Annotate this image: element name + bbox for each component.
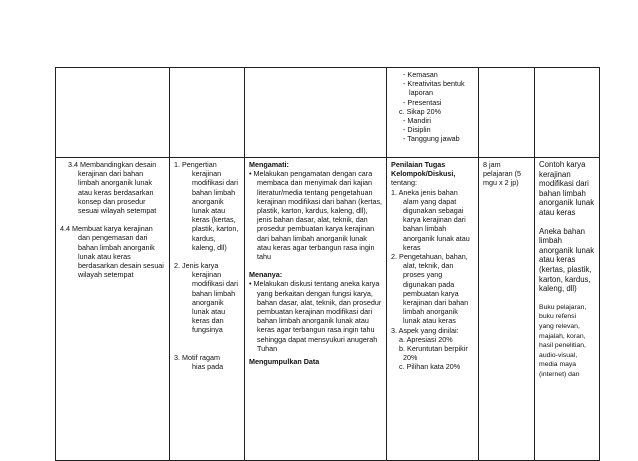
text-line: pelajaran (5	[483, 169, 522, 179]
kd-3-4	[60, 160, 165, 215]
text-line: wilayah setempat	[78, 270, 134, 280]
text-line: kerajinan modifikasi dari bahan (kertas,	[257, 196, 383, 206]
kompetensi-dasar-cell	[56, 158, 170, 461]
text-line: lunak atau keras	[403, 316, 456, 326]
text-line: kerajinan	[192, 169, 222, 179]
heading-menanya: Menanya:	[249, 270, 283, 280]
text-line: dan pengemasan dari	[78, 233, 148, 243]
text-line: 4.4 Membuat karya kerajinan	[60, 224, 153, 234]
text-line: lunak atau keras	[78, 251, 131, 261]
text-line: membaca dan menyimak dari kajian	[257, 178, 373, 188]
text-line: limbah	[539, 236, 563, 246]
text-line: limbah anorganik lunak	[78, 178, 152, 188]
text-line: karton, kardus,	[539, 274, 591, 284]
text-line: bahan limbah anorganik lunak atau	[257, 316, 369, 326]
text-line: Tuhan	[257, 343, 278, 353]
text-line: 3. Aspek yang dinilai:	[391, 325, 459, 335]
table-row	[56, 68, 600, 158]
text-line: dari bahan limbah anorganik lunak	[257, 233, 367, 243]
text-line: • Melakukan pengamatan dengan cara	[249, 169, 373, 179]
sumber-cell-empty	[535, 68, 600, 158]
materi-pokok-cell	[170, 158, 245, 461]
text-line: b. Keruntutan berpikir	[399, 344, 468, 354]
text-line: a. Apresiasi 20%	[399, 334, 453, 344]
text-line: Buku pelajaran,	[539, 303, 587, 311]
sumber-item-1	[539, 160, 595, 218]
text-line: • Melakukan diskusi tentang aneka karya	[249, 279, 380, 289]
text-line: - Kemasan	[403, 70, 438, 79]
text-line: - Disiplin	[403, 125, 431, 135]
text-line: bahan limbah	[539, 188, 586, 198]
text-line: bahan limbah	[192, 288, 236, 298]
text-line: anorganik lunak atau	[403, 233, 470, 243]
text-line: yang berkaitan dengan fungsi karya,	[257, 288, 373, 298]
penilaian-list	[391, 70, 474, 144]
syllabus-table	[55, 67, 600, 461]
text-line: tahu	[257, 252, 271, 262]
text-line: anorganik lunak	[539, 245, 595, 255]
text-line: kerajinan dari bahan	[78, 169, 144, 179]
text-line: keras dan	[192, 316, 224, 326]
text-line: literatur/media tentang pengetahuan	[257, 187, 373, 197]
sumber-belajar-cell	[535, 158, 600, 461]
text-line: Contoh karya	[539, 160, 586, 169]
text-line: 3.4 Membandingkan desain	[68, 160, 157, 169]
text-line: lunak atau	[192, 307, 226, 317]
text-line: yang relevan,	[539, 322, 580, 330]
text-line: audio-visual,	[539, 351, 578, 359]
alokasi-waktu-cell	[479, 158, 535, 461]
alokasi-waktu-text	[483, 160, 530, 188]
text-line: atau keras berdasarkan	[78, 187, 154, 197]
text-line: (internet) dan	[539, 370, 580, 378]
text-line: (kertas, plastik,	[539, 264, 592, 274]
penilaian-heading	[391, 160, 474, 178]
text-line: media maya	[539, 361, 577, 369]
text-line: konsep dan prosedur	[78, 196, 146, 206]
text-line: limbah anorganik	[403, 307, 458, 317]
text-line: 2. Jenis karya	[174, 261, 219, 271]
text-line: anorganik	[192, 297, 224, 307]
text-line: lunak atau	[192, 206, 226, 216]
heading-mengamati: Mengamati:	[249, 160, 289, 169]
kegiatan-cell-empty	[245, 68, 387, 158]
text-line: 8 jam	[483, 160, 501, 169]
text-line: hasil penelitian,	[539, 342, 586, 350]
text-line: pembuatan kerajinan modifikasi dari	[257, 307, 373, 317]
text-line: c. Pilihan kata 20%	[399, 362, 461, 372]
penilaian-text	[391, 178, 474, 371]
text-line: kaleng, dll)	[539, 284, 577, 294]
text-line: proses yang	[403, 270, 443, 280]
text-line: hias pada	[192, 361, 224, 371]
text-line: alat, teknik, dan	[403, 261, 454, 271]
text-line: plastik, karton,	[192, 224, 239, 234]
materi-item-3	[174, 353, 240, 371]
penilaian-cell	[387, 158, 479, 461]
text-line: fungsinya	[192, 325, 223, 335]
text-line: modifikasi dari	[192, 279, 238, 289]
text-line: bahan limbah anorganik	[78, 242, 155, 252]
sumber-item-3	[539, 303, 595, 380]
text-line: anorganik	[192, 196, 224, 206]
text-line: c. Sikap 20%	[399, 106, 441, 116]
text-line: Penilaian Tugas	[391, 160, 446, 169]
heading-mengumpulkan-data: Mengumpulkan Data	[249, 357, 320, 367]
text-line: Kelompok/Diskusi,	[391, 169, 456, 179]
text-line: - Tanggung jawab	[403, 134, 460, 144]
text-line: prosedur pembuatan karya kerajinan	[257, 224, 375, 234]
text-line: keras	[403, 242, 421, 252]
text-line: berdasarkan desain sesuai	[78, 261, 164, 271]
text-line: kerajinan dari bahan	[403, 298, 469, 308]
text-line: keras (kertas,	[192, 215, 236, 225]
text-line: bahan dasar, alat, teknik, dan prosedur	[257, 297, 382, 307]
text-line: 2. Pengetahuan, bahan,	[391, 252, 468, 262]
materi-item-2	[174, 261, 240, 335]
text-line: sehingga dapat mensyukuri anugerah	[257, 334, 378, 344]
text-line: atau keras	[539, 255, 576, 265]
text-line: atau keras agar terbangun rasa ingin	[257, 242, 375, 252]
text-line: digunakan sebagai	[403, 206, 464, 216]
text-line: kardus,	[192, 233, 216, 243]
kd-4-4	[60, 224, 165, 279]
text-line: digunakan pada	[403, 279, 455, 289]
text-line: karya kerajinan dari	[403, 215, 466, 225]
text-line: 20%	[403, 353, 418, 363]
text-line: kaleng, dll)	[192, 242, 227, 252]
text-line: kerajinan	[192, 270, 222, 280]
text-line: 3. Motif ragam	[174, 352, 220, 362]
text-line: tentang:	[391, 178, 418, 188]
text-line: - Mandiri	[403, 116, 432, 126]
text-line: - Presentasi	[403, 97, 442, 107]
text-line: pembuatan karya	[403, 288, 459, 298]
text-line: laporan	[409, 88, 434, 98]
text-line: keras agar terbangun rasa ingin tahu	[257, 325, 375, 335]
sumber-item-2	[539, 227, 595, 294]
text-line: buku refensi	[539, 313, 577, 321]
text-line: modifikasi dari	[192, 178, 238, 188]
kegiatan-pembelajaran-cell	[245, 158, 387, 461]
text-line: - Kreativitas bentuk	[403, 79, 465, 89]
text-line: Aneka bahan	[539, 226, 586, 236]
waktu-cell-empty	[479, 68, 535, 158]
text-line: alam yang dapat	[403, 196, 457, 206]
text-line: anorganik lunak	[539, 198, 595, 208]
text-line: bahan limbah	[403, 224, 447, 234]
text-line: sesuai wilayah setempat	[78, 206, 157, 216]
text-line: atau keras	[539, 207, 576, 217]
penilaian-cell	[387, 68, 479, 158]
kd-cell-empty	[56, 68, 170, 158]
mengamati-text	[249, 169, 382, 261]
text-line: bahan limbah	[192, 187, 236, 197]
text-line: 1. Pengertian	[174, 160, 217, 169]
text-line: modifikasi dari	[539, 179, 589, 189]
text-line: mgu x 2 jp)	[483, 178, 519, 188]
text-line: plastik, karton, kardus, kaleng, dll),	[257, 206, 368, 216]
text-line: majalah, koran,	[539, 332, 586, 340]
table-row	[56, 158, 600, 461]
text-line: 1. Aneka jenis bahan	[391, 187, 458, 197]
menanya-text	[249, 279, 382, 353]
text-line: kerajinan	[539, 169, 571, 179]
materi-item-1	[174, 160, 240, 252]
materi-cell-empty	[170, 68, 245, 158]
text-line: jenis bahan dasar, alat, teknik, dan	[257, 215, 368, 225]
